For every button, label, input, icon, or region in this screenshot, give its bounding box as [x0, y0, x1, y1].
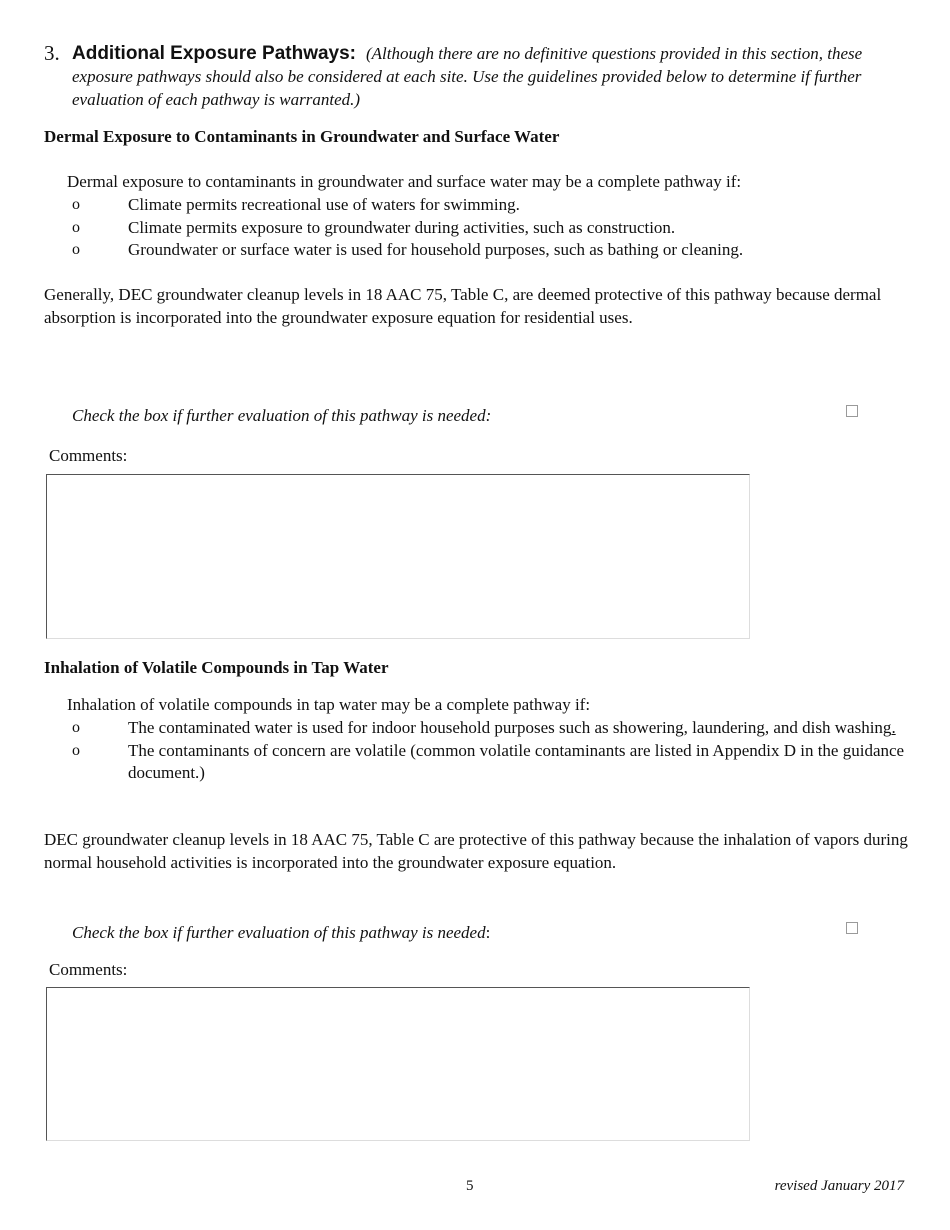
bullet-text-period: . [891, 718, 896, 737]
dermal-comments-label: Comments: [49, 446, 128, 465]
bullet-mark: o [72, 218, 80, 236]
list-item [44, 717, 914, 740]
section-title: Additional Exposure Pathways: [72, 43, 356, 64]
section-number: 3. [44, 41, 60, 65]
section-header [44, 42, 914, 111]
page-number: 5 [466, 1178, 474, 1194]
revision-note: revised January 2017 [774, 1178, 904, 1194]
bullet-mark: o [72, 741, 80, 759]
inhalation-check-colon: : [485, 923, 491, 942]
bullet-text: The contaminated water is used for indoor household purposes such as showering, laundering, and dish washing [128, 718, 892, 737]
list-item [44, 239, 914, 262]
dermal-bullet-list [44, 194, 914, 262]
inhalation-check-label: Check the box if further evaluation of this pathway is needed [72, 923, 486, 942]
bullet-mark: o [72, 719, 80, 736]
dermal-heading: Dermal Exposure to Contaminants in Groundwater and Surface Water [44, 127, 560, 146]
inhalation-check-prompt [72, 922, 872, 944]
inhalation-paragraph: DEC groundwater cleanup levels in 18 AAC 75, Table C are protective of this pathway because the inhalation of vapors during normal household activities is incorporated into the groundwater exposure equation. [44, 830, 908, 872]
inhalation-comments-field[interactable] [46, 987, 750, 1141]
list-item [44, 740, 914, 785]
dermal-comments-field[interactable] [46, 474, 750, 639]
list-item [44, 217, 914, 240]
inhalation-evaluation-checkbox[interactable] [846, 922, 858, 934]
dermal-paragraph: Generally, DEC groundwater cleanup levels in 18 AAC 75, Table C, are deemed protective of this pathway because dermal absorption is incorporated into the groundwater exposure equation for residential uses. [44, 285, 882, 327]
bullet-text: The contaminants of concern are volatile (common volatile contaminants are listed in Appendix D in the guidance document.) [128, 740, 905, 782]
inhalation-bullet-list [44, 717, 914, 785]
dermal-check-prompt [72, 405, 872, 427]
bullet-text: Climate permits exposure to groundwater during activities, such as construction. [128, 217, 676, 237]
bullet-mark: o [72, 241, 80, 258]
dermal-lead: Dermal exposure to contaminants in groundwater and surface water may be a complete pathway if: [67, 172, 742, 191]
bullet-text: Groundwater or surface water is used for household purposes, such as bathing or cleaning. [128, 240, 744, 259]
inhalation-lead: Inhalation of volatile compounds in tap water may be a complete pathway if: [67, 695, 591, 714]
dermal-check-label: Check the box if further evaluation of this pathway is needed: [72, 406, 492, 425]
bullet-mark: o [72, 196, 80, 213]
dermal-evaluation-checkbox[interactable] [846, 405, 858, 417]
inhalation-comments-label: Comments: [49, 960, 128, 979]
section-intro: (Although there are no definitive questions provided in this section, these exposure pathways should also be considered at each site. Use the guidelines provided below to determine if further evaluation of each pathway is warranted.) [72, 44, 863, 109]
list-item [44, 194, 914, 217]
inhalation-heading: Inhalation of Volatile Compounds in Tap Water [44, 658, 389, 677]
bullet-text: Climate permits recreational use of waters for swimming. [128, 195, 520, 214]
